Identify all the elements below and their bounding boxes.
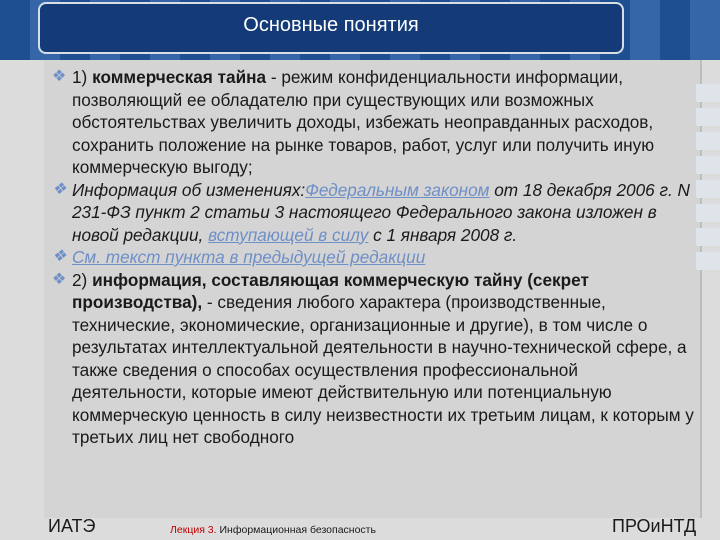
bullet-item-1: [54, 66, 694, 179]
term-trade-secret-info: информация, составляющая коммерческую тайну (секрет производства),: [72, 269, 589, 312]
bullet-number: 1): [72, 67, 93, 87]
title-box: [38, 2, 624, 54]
change-info-text: от 18 декабря 2006 г. N 231-ФЗ пункт 2 статьи 3 настоящего Федерального закона изложен в новой редакции,: [72, 179, 690, 245]
footer-department: ПРОиНТД: [612, 516, 697, 536]
bullet-item-3: [54, 246, 694, 269]
bullet-item-4: [54, 269, 694, 449]
previous-edition-link[interactable]: См. текст пункта в предыдущей редакции: [72, 247, 426, 267]
footer: [0, 512, 720, 540]
bullet-item-2: [54, 179, 694, 247]
footer-institute: ИАТЭ: [48, 516, 96, 536]
change-info-date: с 1 января 2008 г.: [368, 224, 518, 245]
bullet-number: 2): [72, 269, 93, 290]
slide-title: Основные понятия: [243, 14, 419, 36]
bullet-list: [54, 66, 694, 449]
lecture-number: Лекция 3.: [170, 524, 217, 536]
term-commercial-secret: коммерческая тайна: [92, 67, 267, 87]
change-info-label: Информация об изменениях:: [72, 179, 306, 200]
diamond-bullet-icon: ❖: [52, 180, 67, 198]
diamond-bullet-icon: ❖: [52, 248, 67, 265]
side-decoration: [696, 84, 720, 276]
footer-lecture: [170, 524, 376, 536]
definition-text: - сведения любого характера (производственные, технические, экономические, организационные и другие), в том числе о результатах интеллектуальной деятельности в научно-технической сфере, а также сведения о способах осуществления профессиональной деятельности, которые имеют действительную или потенциальную коммерческую ценность в силу неизвестности их третьим лицам, к которым у третьих лиц нет свободного: [72, 292, 694, 447]
diamond-bullet-icon: ❖: [52, 68, 67, 85]
effective-date-link[interactable]: вступающей в силу: [208, 224, 369, 245]
lecture-topic: Информационная безопасность: [216, 524, 376, 536]
definition-text: - режим конфиденциальности информации, позволяющий ее обладателю при существующих или возможных обстоятельствах увеличить доходы, избежать неоправданных расходов, сохранить положение на рынке товаров, работ, услуг или получить иную коммерческую выгоду;: [72, 67, 655, 177]
diamond-bullet-icon: ❖: [52, 270, 67, 288]
federal-law-link[interactable]: Федеральным законом: [305, 179, 490, 200]
